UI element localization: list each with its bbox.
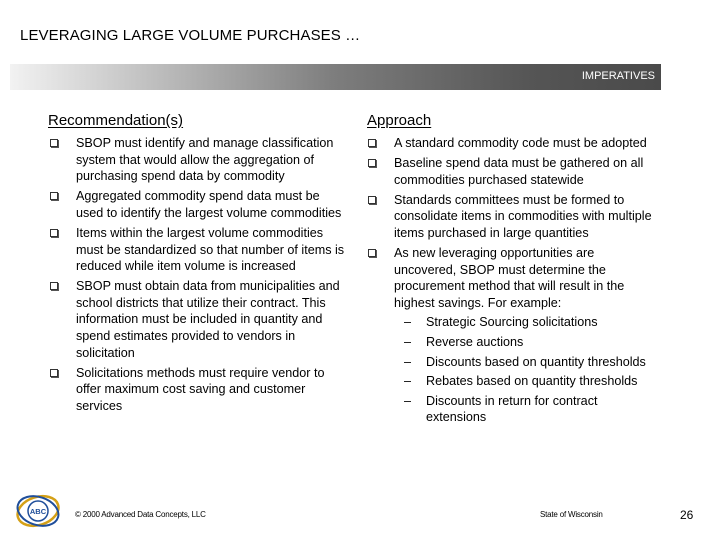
square-bullet-icon [368, 249, 376, 257]
logo-text: ABC [29, 507, 47, 516]
approach-subitem [366, 334, 658, 351]
approach-subitem-text: Strategic Sourcing solicitations [426, 315, 598, 330]
approach-subitem [366, 354, 658, 371]
recommendation-text: SBOP must obtain data from municipalities and school districts that utilize their contract. This information must be included in quantity and spend estimates provided to vendors in solicitation [76, 279, 340, 360]
page-title: LEVERAGING LARGE VOLUME PURCHASES … [20, 27, 361, 44]
recommendations-list [48, 135, 348, 415]
recommendation-item [48, 365, 348, 415]
square-bullet-icon [50, 139, 58, 147]
recommendation-item [48, 188, 348, 221]
square-bullet-icon [368, 159, 376, 167]
dash-bullet: – [404, 354, 412, 369]
recommendation-text: SBOP must identify and manage classification system that would allow the aggregation of purchasing spend data by commodity [76, 136, 334, 184]
square-bullet-icon [50, 282, 58, 290]
approach-column [366, 135, 658, 429]
recommendation-item [48, 278, 348, 361]
approach-item [366, 135, 658, 152]
copyright: © 2000 Advanced Data Concepts, LLC [75, 510, 206, 519]
approach-text: As new leveraging opportunities are uncovered, SBOP must determine the [394, 246, 606, 277]
approach-list [366, 135, 658, 278]
approach-text: Baseline spend data must be gathered on all commodities purchased statewide [394, 156, 644, 187]
approach-heading: Approach [367, 112, 432, 129]
approach-text: Standards committees must be formed to consolidate items in commodities with multiple items purchased in large quantities [394, 192, 652, 240]
square-bullet-icon [368, 196, 376, 204]
square-bullet-icon [50, 229, 58, 237]
approach-sublist [366, 314, 658, 426]
approach-item [366, 245, 658, 278]
dash-bullet: – [404, 374, 412, 389]
page-number: 26 [680, 508, 694, 522]
recommendation-text: Items within the largest volume commodities must be standardized so that number of items is reduced while item volume is increased [76, 225, 345, 274]
dash-bullet: – [404, 335, 412, 350]
dash-bullet: – [404, 315, 412, 330]
approach-text: A standard commodity code must be adopted [394, 136, 647, 150]
approach-subitem [366, 373, 658, 390]
square-bullet-icon [368, 139, 376, 147]
approach-item [366, 155, 658, 188]
square-bullet-icon [50, 369, 58, 377]
footer-organization: State of Wisconsin [540, 510, 603, 519]
banner-label: IMPERATIVES [581, 70, 655, 82]
approach-subitem-text: Rebates based on quantity thresholds [426, 374, 638, 389]
recommendation-item [48, 225, 348, 275]
approach-subitem-text: Reverse auctions [426, 335, 524, 350]
recommendations-column [48, 135, 348, 418]
approach-subitem-text: Discounts based on quantity thresholds [426, 354, 646, 369]
dash-bullet: – [404, 393, 412, 408]
imperatives-banner [10, 64, 661, 90]
approach-subitem-text: Discounts in return for contract extensions [426, 393, 598, 425]
recommendation-text: Aggregated commodity spend data must be used to identify the largest volume commodities [76, 189, 342, 220]
recommendation-item [48, 135, 348, 185]
square-bullet-icon [50, 192, 58, 200]
approach-subitem [366, 393, 658, 426]
approach-subitem [366, 314, 658, 331]
recommendations-heading: Recommendation(s) [48, 112, 184, 129]
approach-item [366, 192, 658, 242]
approach-continuation: procurement method that will result in the highest savings. For example: [394, 279, 625, 310]
adc-logo [14, 493, 64, 529]
recommendation-text: Solicitations methods must require vendor to offer maximum cost saving and customer services [76, 365, 325, 413]
